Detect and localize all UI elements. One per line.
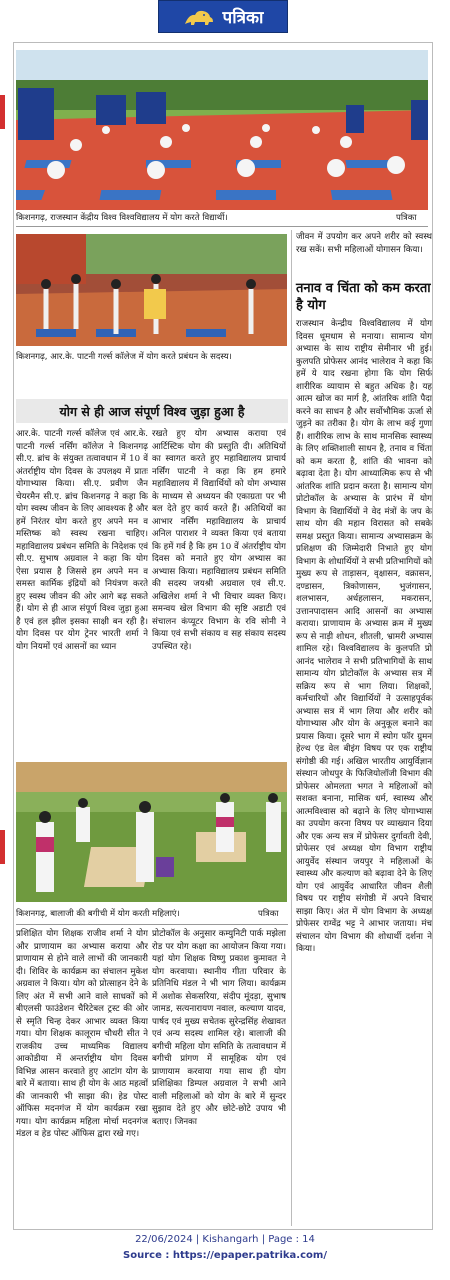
story-headline: योग से ही आज संपूर्ण विश्व जुड़ा हुआ है	[59, 403, 245, 419]
divider	[16, 226, 428, 227]
photo-credit: पत्रिका	[258, 909, 279, 919]
story-column: रखते हुए योग अभ्यास कराया एवं आर्टिस्टिक योग की प्रस्तुति दी। अतिथियों का स्वागत करते हुए महाविद्यालय प्राचार्य नर्सिंग पाटनी ने कहा कि हम हमारे महाविद्यालय में विद्यार्थियों को योग अभ्यास के माध्यम से अध्ययन की एकाग्रता पर भी बल देते हुए कार्य करते हैं। अतिथियों का आभार नर्सिंग महाविद्यालय के प्राचार्य अनिल पाराशर ने व्यक्त किया एवं बताया कि हमें गर्व है कि हम 10 वें अंतर्राष्ट्रीय योग दिवस को मनाते हुए योग अभ्यास का अभ्यास किया। महाविद्यालय प्रबंधन समिति की सदस्य जयश्री अग्रवाल एवं सी.ए. अखिलेश शर्मा ने भी विचार व्यक्त किए। समन्वय खेल विभाग की सृष्टि अडाटी एवं संचालन कंप्यूटर विभाग के रवि सोनी ने किया एवं सभी संकाय व सह संकाय सदस्य उपस्थित रहे।	[152, 429, 286, 652]
margin-marker	[0, 830, 5, 864]
story-column: राजस्थान केन्द्रीय विश्वविद्यालय में योग दिवस धूमधाम से मनाया। सामान्य योग अभ्यास के साथ राष्ट्रीय सेमीनार भी हुई। कुलपति प्रोफेसर आनंद भालेराव ने कहा कि हमें ये याद रखना होगा कि योग सिर्फ शारीरिक व्यायाम से बहुत अधिक है। यह आत्म खोज का मार्ग है, आंतरिक शांति पैदा करने का साधन है और सर्वोभौमिक ऊर्जा से जुड़ने का तरीका है। योग के लाभ कई गुणा हैं। शारीरिक लाभ के साथ मानसिक स्वास्थ्य के लिए शक्तिशाली साधन है, तनाव व चिंता को कम करता है, शांति की भावना को बढ़ावा देता है। योग आध्यात्मिक रूप से भी आंतरिक शांति प्रदान करता है। सामान्य योग प्रोटोकॉल के अभ्यास के प्रारंभ में योग विभाग के विद्यार्थियों ने वेद मंत्रों के जप के साथ योग की महान विरासत को सबके समक्ष प्रस्तुत किया। सामान्य अभ्यासक्रम के प्रशिक्षण की जिम्मेदारी निभाते हुए योग विभाग के शोधार्थियों ने सभी प्रतिभागियों को मुख्य रूप से ताड़ासन, वृक्षासन, वक्रासन, दण्डासन, त्रिकोणासन, भुजंगासन, शलभासन, अर्धहलासन, मकरासन, उत्तानपादासन आदि आसनों का अभ्यास कराया। प्राणायाम के अभ्यास क्रम में मुख्य रूप से नाड़ी शोधन, शीतली, भ्रामरी अभ्यास शामिल रहे। विश्वविद्यालय के कुलपति प्रो आनंद भालेराव ने सभी प्रतिभागियों के साथ सामान्य योग प्रोटोकॉल के अभ्यास सत्र में सक्रिय रूप से भाग लिया। शिक्षकों, कर्मचारियों और विद्यार्थियों ने उत्साहपूर्वक अभ्यास सत्र में भाग लिया और शरीर को योगाभ्यास और योग के अनुकूल बनाने का प्रयास किया। दूसरे भाग में स्योग फॉर ग्रुमन हेल्थ एंड वेल बीइंग विषय पर एक राष्ट्रीय संगोष्ठी की गई। अखिल भारतीय आयुर्विज्ञान संस्थान जोधपुर के फिजियोलॉजी विभाग की प्रोफेसर ओमलता भगत ने महिलाओं को सशक्त बनाना, मासिक धर्म, स्वास्थ्य और आत्मविश्वास को बढ़ाने के लिए योगाभ्यास का उपयोग करना विषय पर व्याख्यान दिया और एक अन्य सत्र में प्रोफेसर दुर्गावती देवी, प्रोफेसर एवं अध्यक्ष योग विभाग राष्ट्रीय आयुर्वेद संस्थान जयपुर ने महिलाओं के स्वास्थ्य और कल्याण को बढ़ावा देने के लिए योग एवं आयुर्वेद आधारित जीवन शैली विषय पर राष्ट्रीय संगोष्ठी में अपने विचार साझा किए। अंत में योग विभाग के अध्यक्ष प्रोफेसर राग्वेंद्र भट्ट ने आभार जताया। मंच संचालन योग विभाग की शोधार्थी दर्शना ने किया।	[296, 319, 432, 954]
divider	[16, 924, 288, 925]
column-divider	[291, 230, 292, 1226]
story-headline-bar	[16, 399, 288, 423]
story-column: जीवन में उपयोग कर अपने शरीर को स्वस्थ रख सकें। सभी महिलाओं योगासन किया।	[296, 232, 432, 255]
masthead	[158, 0, 288, 33]
edition-line: 22/06/2024 | Kishangarh | Page : 14	[135, 1234, 315, 1245]
photo-college-yoga	[16, 234, 287, 346]
photo-caption: किशनगढ़, राजस्थान केंद्रीय विश्व विश्वविद्यालय में योग करते विद्यार्थी।	[16, 213, 228, 223]
photo-university-yoga	[16, 50, 428, 210]
photo-credit: पत्रिका	[396, 213, 417, 223]
lion-logo-icon	[183, 6, 215, 28]
margin-marker	[0, 95, 5, 129]
masthead-title: पत्रिका	[222, 8, 264, 28]
source-link[interactable]: Source : https://epaper.patrika.com/	[123, 1250, 327, 1261]
story-column: प्रोटोकॉल के अनुसार कम्युनिटी पार्क मझेला रोड पर योग कक्षा का आयोजन किया गया। यहां योग शिक्षक विष्णु प्रकाश कुमावत ने योग करवाया। स्थानीय गीता परिवार के प्रतिनिधि मंडल ने भी भाग लिया। कार्यक्रम में अशोक सेकसरिया, संदीप मूंदड़ा, सुभाष जामड, सत्यनारायण नवाल, कल्याण यादव, पार्षद एवं मुख्य सचेतक सुरेन्द्रसिंह शेखावत एवं अन्य सदस्य शामिल रहे। बालाजी की बगीची महिला योग समिति के तत्वावधान में बगीची प्रांगण में सामूहिक योग एवं प्राणायाम करवाया गया साथ ही योग प्रशिक्षिका डिम्पल अग्रवाल ने सभी आने वाली महिलाओं को योग के बारे में सुन्दर सुझाव देते हुए और छोटे-छोटे उपाय भी बताए। जिनका	[152, 929, 286, 1127]
story-column: प्रशिक्षित योग शिक्षक राजीव शर्मा ने योग और प्राणायाम का अभ्यास कराया और प्राणायाम से होने वाले लाभों की जानकारी दी। शिविर के कार्यक्रम का संचालन मुकेश अग्रवाल ने किया। योग को प्रोत्साहन देने के लिए अंत में सभी आने वाले साधकों को बीएलसी फाउंडेशन चैरिटेबल ट्रस्ट की ओर से स्मृति चिन्ह देकर आभार व्यक्त किया गया। योग शिक्षक कालूराम चौधरी सीत ने राजकीय उच्च माध्यमिक विद्यालय आकोडीया में अन्तर्राष्ट्रीय योग दिवस विभिन्न आसन करवाते हुए आटांग योग के बारे में बताया। साथ ही योग के आठ महत्वों की जानकारी भी साझा की। हेड पोस्ट ऑफिस मदनगंज में योग कार्यक्रम रखा गया। योग कार्यक्रम महिला मोर्चा मदनगंज मंडल व हेड पोस्ट ऑफिस द्वारा रखे गए।	[16, 929, 148, 1139]
photo-caption: किशनगढ़, बालाजी की बगीची में योग करती महिलाएं।	[16, 909, 180, 919]
story-subheadline: तनाव व चिंता को कम करता है योग	[296, 281, 431, 313]
photo-balaji-garden-yoga	[16, 762, 287, 902]
photo-caption: किशनगढ़, आर.के. पाटनी गर्ल्स कॉलेज में योग करते प्रबंधन के सदस्य।	[16, 352, 232, 362]
story-column: आर.के. पाटनी गर्ल्स कॉलेज एवं आर.के. पाटनी गर्ल्स नर्सिंग कॉलेज ने किशनगढ़ सी.ए. ब्रांच के संयुक्त तत्वावधान में 10 वें अंतर्राष्ट्रीय योग दिवस के उपलक्ष्य में प्रातः योगाभ्यास किया। सी.ए. प्रवीण जैन चेयरमैन सी.ए. ब्रांच किशनगढ़ ने कहा कि योग स्वस्थ जीवन के लिए आवश्यक है और हमें निरंतर योग करते हुए अपने मन व मस्तिष्क को स्वस्थ रखना चाहिए। महाविद्यालय प्रबंधन समिति के निदेशक एवं सी.ए. सुभाष अग्रवाल ने कहा कि योग ऐसा प्रयास है जिससे हम अपने मन व समस्त कार्मिक इंद्रियों को नियंत्रण करते हुए स्वस्थ जीवन की ओर आगे बढ़ सकते हैं। योग से ही आज संपूर्ण विश्व जुड़ा हुआ है एवं हल झील इसका साक्षी बन रही है। योग दिवस पर योग ट्रेनर भारती शर्मा ने योग नियमों एवं आसनों का ध्यान	[16, 429, 148, 652]
